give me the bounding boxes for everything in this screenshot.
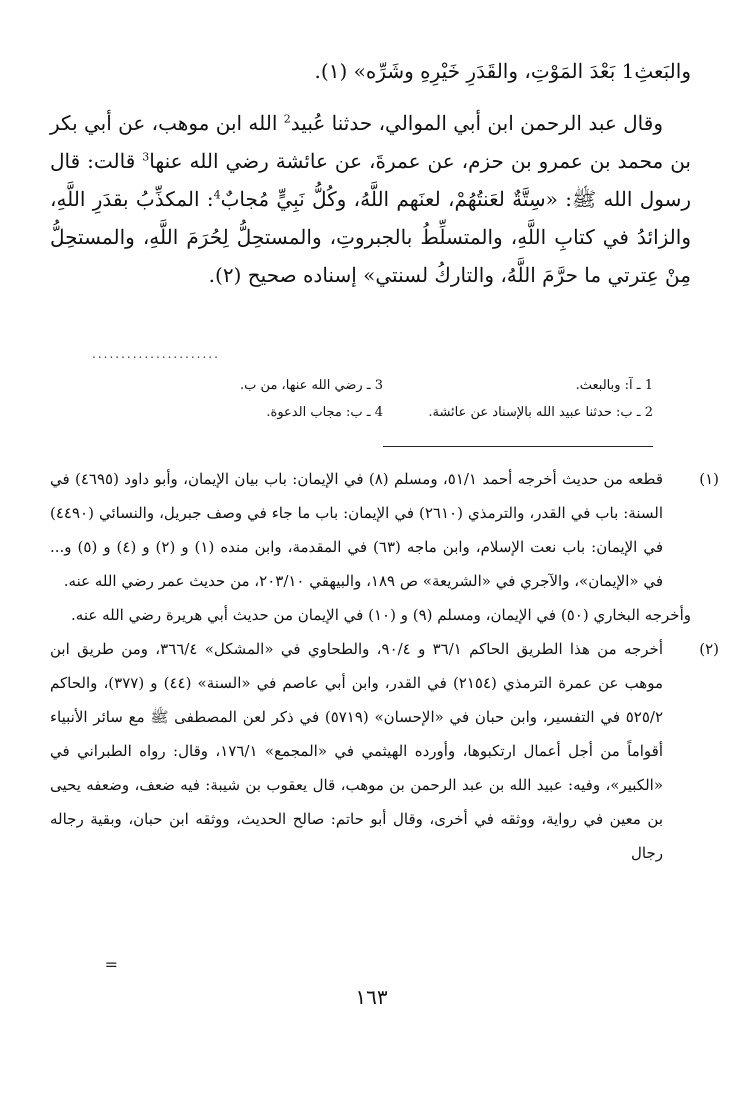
footnote-2-number: (٢) bbox=[699, 640, 719, 658]
variant-row bbox=[93, 372, 653, 399]
footnote-2-text: أخرجه من هذا الطريق الحاكم ٣٦/١ و ٩٠/٤، والطحاوي في «المشكل» ٣٦٦/٤، ومن طريق ابن موهب عن عمرة الترمذي (٢١٥٤) في القدر، وابن أبي عاصم في «السنة» (٤٤) و (٣٧٧)، والحاكم ٥٢٥/٢ في التفسير، وابن حبان في «الإحسان» (٥٧١٩) في ذكر لعن المصطفى ﷺ مع سائر الأنبياء أقواماً من أجل أعمال ارتكبوها، وأورده الهيثمي في «المجمع» ١٧٦/١، وقال: رواه الطبراني في «الكبير»، وفيه: عبيد الله بن عبد الرحمن بن موهب، قال يعقوب بن شيبة: فيه ضعف، وضعفه يحيى بن معين في رواية، ووثقه في أخرى، وقال أبو حاتم: صالح الحديث، ووثقه ابن حبان، وبقية رجاله رجال bbox=[50, 640, 663, 862]
footnote-1-body bbox=[50, 462, 719, 598]
main-paragraph-2-a: وقال عبد الرحمن ابن أبي الموالي، حدثنا عُبيد bbox=[290, 111, 663, 135]
main-text bbox=[50, 52, 691, 294]
page-number: ١٦٣ bbox=[355, 985, 388, 1009]
variant-ref-4: 4 bbox=[213, 188, 221, 202]
main-paragraph-2-b: الله ابن موهب، عن أبي بكر بن محمد بن عمرو بن حزم، عن عمرةَ، عن عائشة رضي الله عنها bbox=[50, 111, 691, 173]
footnote-1 bbox=[50, 462, 719, 632]
separator-dots: ...................... bbox=[92, 347, 220, 361]
main-paragraph-2 bbox=[50, 104, 691, 294]
variant-reading-2: 2 ـ ب: حدثنا عبيد الله بالإسناد عن عائشة. bbox=[428, 405, 653, 420]
variant-reading-1: 1 ـ آ: وبالبعث. bbox=[575, 378, 653, 393]
footnote-divider bbox=[383, 446, 653, 447]
variant-readings bbox=[93, 372, 653, 426]
main-paragraph-2-c: قالت: قال رسول الله ﷺ: «سِتَّةٌ لعَنتُهُمْ، لعنَهم اللَّهُ، وكُلُّ نَبِيٍّ مُجابٌ bbox=[50, 149, 691, 211]
variant-reading-4: 4 ـ ب: مجاب الدعوة. bbox=[266, 405, 383, 420]
variant-reading-3: 3 ـ رضي الله عنها، من ب. bbox=[240, 378, 383, 393]
footnote-2-body bbox=[50, 632, 719, 870]
footnotes bbox=[50, 462, 719, 870]
variant-row bbox=[93, 399, 653, 426]
continuation-mark: = bbox=[104, 955, 118, 974]
footnote-1-text: قطعه من حديث أخرجه أحمد ٥١/١، ومسلم (٨) في الإيمان: باب بيان الإيمان، وأبو داود (٤٦٩٥) في السنة: باب في القدر، والترمذي (٢٦١٠) في الإيمان: باب ما جاء في وصف جبريل، والنسائي (٤٤٩٠) في الإيمان: باب نعت الإسلام، وابن ماجه (٦٣) في المقدمة، وابن منده (١) و (٢) و (٤) و (٥) و... في «الإيمان»، والآجري في «الشريعة» ص ١٨٩، والبيهقي ٢٠٣/١٠، من حديث عمر رضي الله عنه. bbox=[50, 470, 664, 590]
footnote-1-number: (١) bbox=[699, 470, 719, 488]
variant-ref-2: 2 bbox=[283, 112, 291, 126]
variant-ref-3: 3 bbox=[142, 150, 150, 164]
main-line-1: والبَعثِ1 بَعْدَ المَوْتِ، والقَدَرِ خَيْرِهِ وشَرِّه» (١). bbox=[314, 59, 691, 83]
footnote-2 bbox=[50, 632, 719, 870]
main-paragraph-2-d: : المكذِّبُ بقدَرِ اللَّهِ، والزائدُ في كتابِ اللَّهِ، والمتسلِّطُ بالجبروتِ، والمستحِلُّ لِحُرَمَ اللَّهِ، والمستحِلُّ مِنْ عِترتي ما حرَّمَ اللَّهُ، والتاركُ لسنتي» إسناده صحيح (٢). bbox=[50, 187, 691, 287]
footnote-1-continuation: وأخرجه البخاري (٥٠) في الإيمان، ومسلم (٩) و (١٠) في الإيمان من حديث أبي هريرة رضي الله عنه. bbox=[71, 606, 691, 624]
